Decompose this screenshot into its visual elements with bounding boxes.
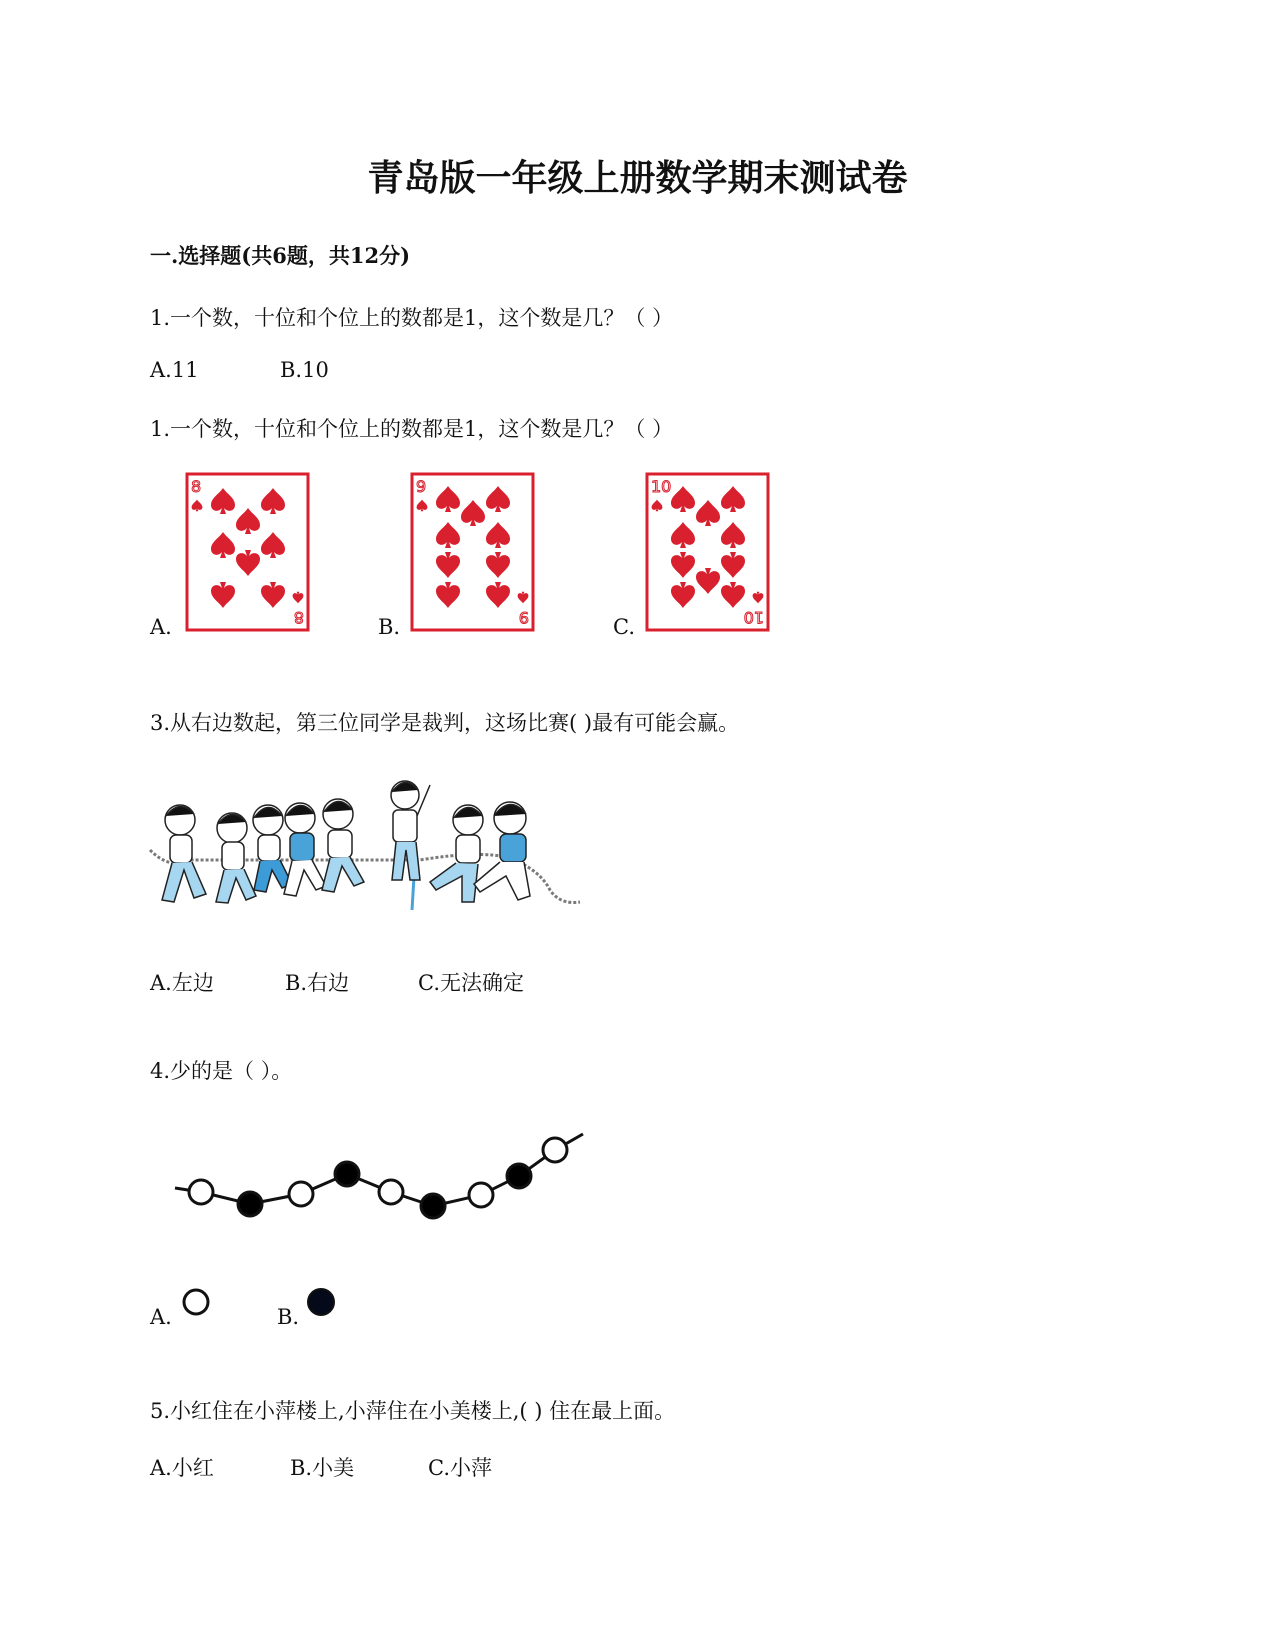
card-rank-top: 8 [191,477,202,496]
black-bead [335,1162,359,1186]
section-heading: 一.选择题(共6题，共12分) [150,243,411,268]
question-3-text: 3.从右边数起，第三位同学是裁判，这场比赛( )最有可能会赢。 [150,711,740,735]
black-bead [238,1192,262,1216]
question-2-text: 1.一个数，十位和个位上的数都是1，这个数是几？（ ） [150,417,674,441]
question-1-option-b: B.10 [280,358,329,382]
black-bead [507,1164,531,1188]
question-2-option-a: A. [150,615,172,639]
question-4-text: 4.少的是（ ）。 [150,1059,293,1083]
card-rank-bottom: 8 [293,608,304,627]
white-bead [379,1180,403,1204]
white-bead [289,1182,313,1206]
question-5-option-c: C.小萍 [428,1456,492,1480]
playing-card-eight [185,472,310,632]
card-rank-bottom: 9 [518,608,529,627]
question-5-option-b: B.小美 [290,1456,355,1480]
card-rank-bottom: 10 [743,608,764,627]
white-bead [469,1183,493,1207]
page-title: 青岛版一年级上册数学期末测试卷 [367,157,908,199]
white-bead [189,1180,213,1204]
tug-of-war-illustration [150,790,590,925]
question-4-option-b: B. [277,1305,300,1329]
question-2-option-c: C. [613,615,635,639]
question-3-option-b: B.右边 [285,971,350,995]
bead-string-illustration [175,1120,615,1230]
question-5-option-a: A.小红 [150,1456,214,1480]
card-rank-top: 10 [651,477,672,496]
question-5-text: 5.小红住在小萍楼上,小萍住在小美楼上,( ) 住在最上面。 [150,1399,676,1423]
question-2-option-b: B. [378,615,401,639]
white-bead-icon [180,1286,212,1318]
black-bead-icon [305,1286,337,1318]
playing-card-ten [645,472,770,632]
card-rank-top: 9 [416,477,427,496]
question-3-option-c: C.无法确定 [418,971,524,995]
card-border [647,474,768,630]
question-3-option-a: A.左边 [150,971,214,995]
question-4-option-a: A. [150,1305,172,1329]
black-bead [421,1194,445,1218]
question-1-option-a: A.11 [150,358,199,382]
white-bead [543,1138,567,1162]
playing-card-nine [410,472,535,632]
question-1-text: 1.一个数，十位和个位上的数都是1，这个数是几？（ ） [150,306,674,330]
card-border [412,474,533,630]
